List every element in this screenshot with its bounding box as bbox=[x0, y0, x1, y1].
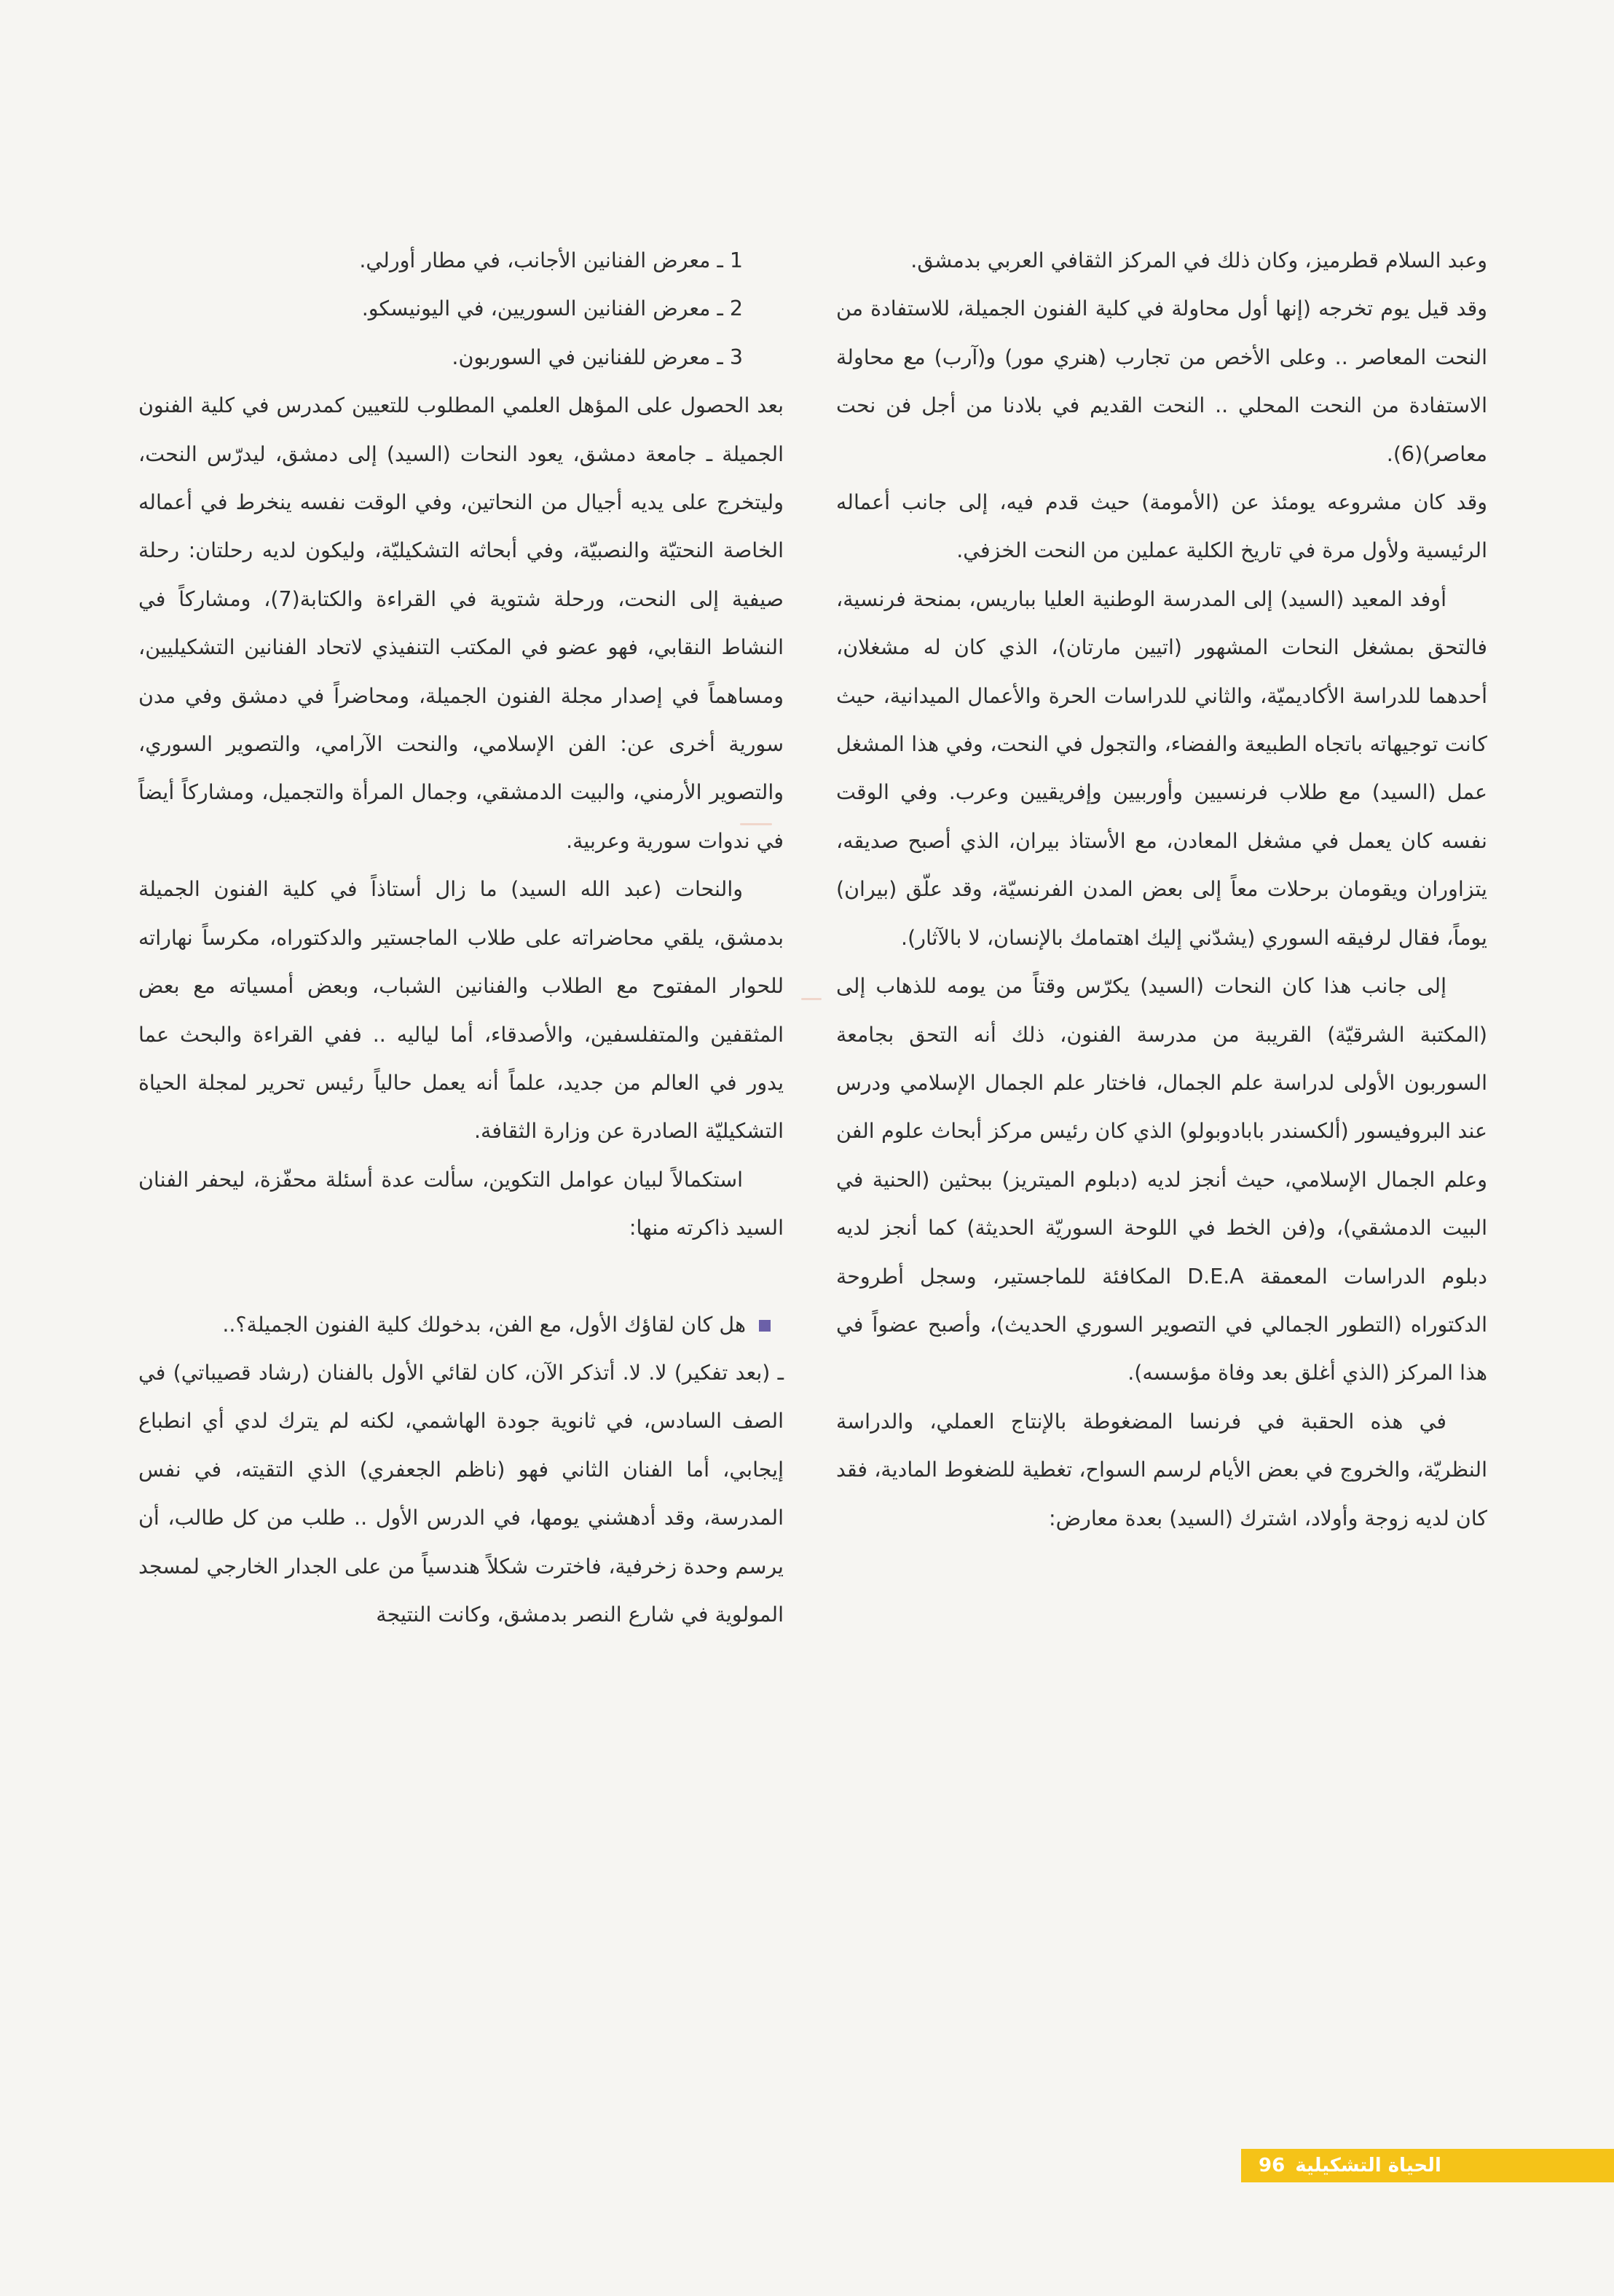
paragraph: بعد الحصول على المؤهل العلمي المطلوب للتعيين كمدرس في كلية الفنون الجميلة ـ جامعة دمشق، يعود النحات (السيد) إلى دمشق، ليدرّس النحت، وليتخرج على يديه أجيال من النحاتين، وفي الوقت نفسه ينخرط في أعماله الخاصة النحتيّة والنصبيّة، وفي أبحاثه التشكيليّة، وليكون لديه رحلتان: رحلة صيفية إلى النحت، ورحلة شتوية في القراءة والكتابة(7)، ومشاركاً في النشاط النقابي، فهو عضو في المكتب التنفيذي لاتحاد الفنانين التشكيليين، ومساهماً في إصدار مجلة الفنون الجميلة، ومحاضراً في دمشق وفي مدن سورية أخرى عن: الفن الإسلامي، والنحت الآرامي، والتصوير السوري، والتصوير الأرمني، والبيت الدمشقي، وجمال المرأة والتجميل، ومشاركاً أيضاً في ندوات سورية وعربية. bbox=[138, 393, 784, 853]
paragraph: استكمالاً لبيان عوامل التكوين، سألت عدة أسئلة محفّزة، ليحفر الفنان السيد ذاكرته منها: bbox=[138, 1167, 784, 1241]
list-item: 1 ـ معرض الفنانين الأجانب، في مطار أورلي. bbox=[359, 248, 743, 272]
footer-band bbox=[1241, 2149, 1614, 2182]
magazine-name: الحياة التشكيلية bbox=[1295, 2155, 1441, 2177]
paragraph: أوفد المعيد (السيد) إلى المدرسة الوطنية العليا بباريس، بمنحة فرنسية، فالتحق بمشغل النحات المشهور (اتيين مارتان)، الذي كان له مشغلان، أحدهما للدراسة الأكاديميّة، والثاني للدراسات الحرة والأعمال الميدانية، حيث كانت توجيهاته باتجاه الطبيعة والفضاء، والتجول في النحت، وفي هذا المشغل عمل (السيد) مع طلاب فرنسيين وأوربيين وإفريقيين وعرب. وفي الوقت نفسه كان يعمل في مشغل المعادن، مع الأستاذ بيران، الذي أصبح صديقه، يتزاوران ويقومان برحلات معاً إلى بعض المدن الفرنسيّة، وقد علّق (بيران) يوماً، فقال لرفيقه السوري (يشدّني إليك اهتمامك بالإنسان، لا بالآثار). bbox=[836, 586, 1487, 950]
article-column-right bbox=[836, 237, 1487, 1543]
article-column-left bbox=[138, 237, 784, 1639]
paragraph: وقد قيل يوم تخرجه (إنها أول محاولة في كلية الفنون الجميلة، للاستفادة من النحت المعاصر .. وعلى الأخص من تجارب (هنري مور) و(آرب) مع محاولة الاستفادة من النحت المحلي .. النحت القديم في بلادنا من أجل فن نحت معاصر)(6). bbox=[836, 296, 1487, 466]
question-text: هل كان لقاؤك الأول، مع الفن، بدخولك كلية الفنون الجميلة؟.. bbox=[222, 1312, 746, 1337]
interview-answer: ـ (بعد تفكير) لا. لا. أتذكر الآن، كان لقائي الأول بالفنان (رشاد قصيباتي) في الصف السادس، في ثانوية جودة الهاشمي، لكنه لم يترك لدي أي انطباع إيجابي، أما الفنان الثاني فهو (ناظم الجعفري) الذي التقيته، في نفس المدرسة، وقد أدهشني يومها، في الدرس الأول .. طلب من كل طالب، أن يرسم وحدة زخرفية، فاخترت شكلاً هندسياً من على الجدار الخارجي لمسجد المولوية في شارع النصر بدمشق، وكانت النتيجة bbox=[138, 1360, 784, 1627]
paragraph: وقد كان مشروعه يومئذ عن (الأمومة) حيث قدم فيه، إلى جانب أعماله الرئيسية ولأول مرة في تاريخ الكلية عملين من النحت الخزفي. bbox=[836, 490, 1487, 563]
page-number: 96 bbox=[1259, 2155, 1286, 2177]
square-bullet-icon bbox=[759, 1320, 771, 1332]
paragraph: وعبد السلام قطرميز، وكان ذلك في المركز الثقافي العربي بدمشق. bbox=[910, 248, 1487, 272]
paragraph: في هذه الحقبة في فرنسا المضغوطة بالإنتاج العملي، والدراسة النظريّة، والخروج في بعض الأيام لرسم السواح، تغطية للضغوط المادية، فقد كان لديه زوجة وأولاد، اشترك (السيد) بعدة معارض: bbox=[836, 1409, 1487, 1530]
print-speck bbox=[801, 998, 822, 1000]
paragraph: إلى جانب هذا كان النحات (السيد) يكرّس وقتاً من يومه للذهاب إلى (المكتبة الشرقيّة) القريبة من مدرسة الفنون، ذلك أنه التحق بجامعة السوربون الأولى لدراسة علم الجمال، فاختار علم الجمال الإسلامي ودرس عند البروفيسور (ألكسندر بابادوبولو) الذي كان رئيس مركز أبحاث علوم الفن وعلم الجمال الإسلامي، حيث أنجز لديه (دبلوم الميتريز) ببحثين (الحنية في البيت الدمشقي)، و(فن الخط في اللوحة السوريّة الحديثة) كما أنجز لديه دبلوم الدراسات المعمقة D.E.A المكافئة للماجستير، وسجل أطروحة الدكتوراه (التطور الجمالي في التصوير السوري الحديث)، وأصبح عضواً في هذا المركز (الذي أغلق بعد وفاة مؤسسه). bbox=[836, 974, 1487, 1385]
spacer bbox=[138, 1253, 784, 1301]
list-item: 3 ـ معرض للفنانين في السوربون. bbox=[452, 345, 743, 369]
list-item: 2 ـ معرض الفنانين السوريين، في اليونيسكو. bbox=[361, 296, 743, 321]
paragraph: والنحات (عبد الله السيد) ما زال أستاذاً في كلية الفنون الجميلة بدمشق، يلقي محاضراته على طلاب الماجستير والدكتوراه، مكرساً نهاراته للحوار المفتوح مع الطلاب والفنانين الشباب، وبعض أمسياته مع بعض المثقفين والمتفلسفين، والأصدقاء، أما لياليه .. ففي القراءة والبحث عما يدور في العالم من جديد، علماً أنه يعمل حالياً رئيس تحرير لمجلة الحياة التشكيليّة الصادرة عن وزارة الثقافة. bbox=[138, 877, 784, 1144]
exhibitions-list bbox=[138, 237, 743, 382]
print-speck bbox=[740, 823, 772, 825]
interview-question bbox=[138, 1301, 784, 1349]
